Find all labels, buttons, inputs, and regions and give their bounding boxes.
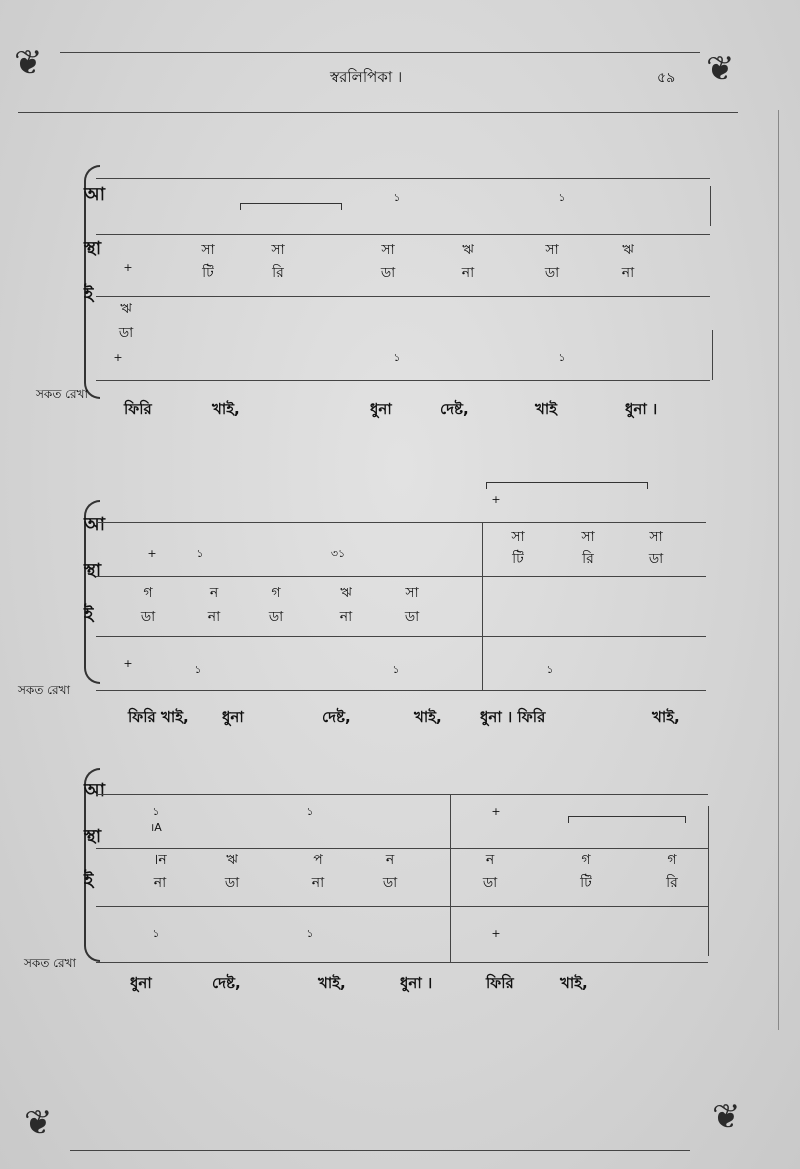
lyric-word: খাই,	[212, 400, 240, 418]
swara-note: সা	[381, 242, 395, 258]
lyric-word: ধুনা	[370, 400, 392, 418]
meend-bracket	[486, 482, 648, 489]
octave-mark: ডা	[648, 551, 664, 567]
octave-mark: রি	[272, 265, 284, 281]
footer-rule	[70, 1150, 690, 1151]
beat-mark: ১	[152, 927, 160, 940]
meend-bracket	[568, 816, 686, 823]
beat-mark: ১	[546, 663, 554, 676]
swara-note: ন	[385, 852, 395, 868]
accompaniment-label: সকত রেখা	[24, 956, 76, 970]
lyric-word: দেষ্ট,	[322, 708, 351, 726]
lyric-word: ফিরি	[124, 400, 152, 418]
page-number: ৫৯	[657, 70, 676, 86]
plus-mark: +	[491, 805, 501, 818]
octave-mark: টি	[580, 875, 592, 891]
staff-line	[96, 522, 706, 523]
row-label-i: ই	[84, 870, 94, 891]
staff-line	[96, 848, 708, 849]
plus-mark: +	[123, 261, 133, 274]
plus-mark: +	[147, 547, 157, 560]
ornament-bottom-left: ❦	[24, 1103, 53, 1143]
staff-line	[96, 690, 706, 691]
octave-mark: রি	[582, 551, 594, 567]
swara-note: গ	[271, 585, 281, 601]
ornament-top-right: ❦	[706, 49, 735, 89]
lyric-word: ফিরি খাই,	[128, 708, 189, 726]
row-label-a: আ	[84, 780, 105, 801]
swara-note: গ	[667, 852, 677, 868]
lyric-word: ফিরি	[486, 974, 514, 992]
accompaniment-label: সকত রেখা	[36, 387, 88, 401]
octave-mark: ডা	[404, 609, 420, 625]
swara-note: ন	[485, 852, 495, 868]
staff-line	[96, 794, 708, 795]
beat-mark: ।A	[150, 821, 162, 834]
octave-mark: না	[153, 875, 167, 891]
lyric-word: খাই,	[318, 974, 346, 992]
swara-note: ঋ	[622, 242, 634, 258]
staff-line	[96, 296, 710, 297]
octave-mark: ডা	[118, 325, 134, 341]
swara-note: প	[313, 852, 323, 868]
ornament-bottom-right: ❦	[712, 1097, 741, 1137]
swara-note: সা	[511, 529, 525, 545]
lyric-word: খাই,	[652, 708, 680, 726]
lyric-word: ধুনা ।	[625, 400, 658, 418]
staff-end-bar	[708, 806, 709, 956]
octave-mark: ডা	[224, 875, 240, 891]
staff-line	[96, 906, 708, 907]
lyric-word: খাই,	[414, 708, 442, 726]
swara-note: গ	[143, 585, 153, 601]
swara-note: ঋ	[462, 242, 474, 258]
octave-mark: না	[461, 265, 475, 281]
lyric-word: খাই,	[560, 974, 588, 992]
octave-mark: না	[311, 875, 325, 891]
row-label-stha: স্থা	[84, 560, 102, 581]
lyric-word: ধুনা	[222, 708, 244, 726]
swara-note: ।ন	[153, 852, 167, 868]
beat-mark: ১	[558, 351, 566, 364]
swara-note: সা	[405, 585, 419, 601]
staff-end-bar	[712, 330, 713, 380]
beat-mark: ১	[393, 191, 401, 204]
row-label-a: আ	[84, 184, 105, 205]
octave-mark: না	[339, 609, 353, 625]
swara-note: সা	[271, 242, 285, 258]
octave-mark: ডা	[482, 875, 498, 891]
lyric-word: ধুনা । ফিরি	[480, 708, 546, 726]
plus-mark: +	[123, 657, 133, 670]
beat-mark: ১	[393, 351, 401, 364]
ornament-top-left: ❦	[14, 43, 43, 83]
row-label-stha: স্থা	[84, 826, 102, 847]
staff-line	[96, 576, 706, 577]
row-label-stha: স্থা	[84, 238, 102, 259]
beat-mark: ১	[558, 191, 566, 204]
accompaniment-label: সকত রেখা	[18, 683, 70, 697]
staff-line	[96, 380, 710, 381]
staff-line	[96, 178, 710, 179]
lyric-word: ধুনা ।	[400, 974, 433, 992]
swara-note: সা	[201, 242, 215, 258]
beat-mark: ১	[306, 927, 314, 940]
row-label-i: ই	[84, 284, 94, 305]
octave-mark: না	[621, 265, 635, 281]
lyric-word: খাই	[535, 400, 558, 418]
octave-mark: টি	[202, 265, 214, 281]
swara-note: সা	[649, 529, 663, 545]
row-label-a: আ	[84, 514, 105, 535]
lyric-word: দেষ্ট,	[440, 400, 469, 418]
staff-line	[96, 234, 710, 235]
swara-note: সা	[545, 242, 559, 258]
page-title: স্বরলিপিকা ।	[330, 68, 403, 86]
octave-mark: ডা	[544, 265, 560, 281]
swara-note: সা	[581, 529, 595, 545]
octave-mark: ডা	[380, 265, 396, 281]
section-divider	[450, 794, 451, 962]
lyric-word: দেষ্ট,	[212, 974, 241, 992]
swara-note: ঋ	[340, 585, 352, 601]
plus-mark: +	[491, 927, 501, 940]
swara-note: গ	[581, 852, 591, 868]
swara-note: ঋ	[226, 852, 238, 868]
octave-mark: না	[207, 609, 221, 625]
plus-mark: +	[491, 493, 501, 506]
beat-mark: ১	[152, 805, 160, 818]
lyric-word: ধুনা	[130, 974, 152, 992]
beat-mark: ১	[392, 663, 400, 676]
swara-note: ঋ	[120, 301, 132, 317]
octave-mark: ডা	[140, 609, 156, 625]
beat-mark: ১	[194, 663, 202, 676]
beat-mark: ৩১	[330, 547, 346, 560]
row-label-i: ই	[84, 604, 94, 625]
octave-mark: রি	[666, 875, 678, 891]
header-rule-bottom	[18, 112, 738, 113]
octave-mark: ডা	[382, 875, 398, 891]
page-edge-line	[778, 110, 779, 1030]
beat-mark: ১	[196, 547, 204, 560]
octave-mark: টি	[512, 551, 524, 567]
octave-mark: ডা	[268, 609, 284, 625]
plus-mark: +	[113, 351, 123, 364]
beat-mark: ১	[306, 805, 314, 818]
staff-line	[96, 636, 706, 637]
staff-line	[96, 962, 708, 963]
staff-end-bar	[710, 186, 711, 226]
meend-bracket	[240, 203, 342, 210]
header-rule-top	[60, 52, 700, 53]
section-divider	[482, 522, 483, 690]
swara-note: ন	[209, 585, 219, 601]
